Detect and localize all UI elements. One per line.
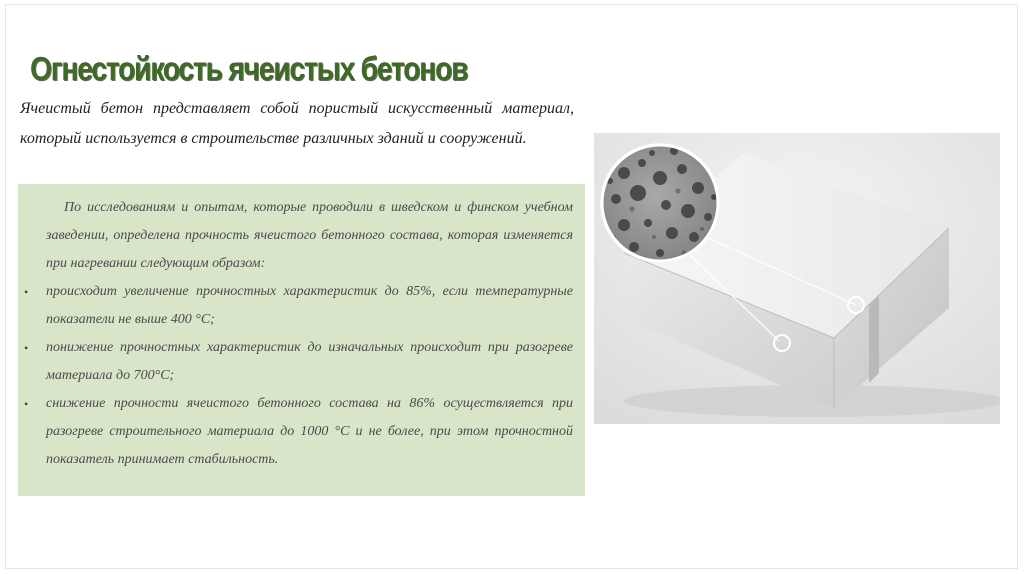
bullet-icon: • xyxy=(24,285,29,299)
bullet-item xyxy=(24,334,573,390)
intro-paragraph xyxy=(20,94,574,154)
research-box xyxy=(18,184,585,496)
slide-title: Огнестойкость ячеистых бетонов xyxy=(30,50,468,87)
bullet-item xyxy=(24,278,573,334)
research-text: По исследованиям и опытам, которые проводили в шведском и финском учебном заведении, определена прочность ячеистого бетонного состава, которая изменяется при нагревании следующим образом: xyxy=(46,200,573,271)
bullet-icon: • xyxy=(24,397,29,411)
bullet-text: происходит увеличение прочностных характеристик до 85%, если температурные показатели не выше 400 °С; xyxy=(46,284,573,327)
bullet-text: снижение прочности ячеистого бетонного состава на 86% осуществляется при разогреве строительного материала до 1000 °С и не более, при этом прочностной показатель принимает стабильность. xyxy=(46,396,573,467)
bullet-item xyxy=(24,390,573,474)
intro-text: Ячеистый бетон представляет собой пористый искусственный материал, который используется в строительстве различных зданий и сооружений. xyxy=(20,100,574,147)
concrete-block-image xyxy=(594,133,1000,424)
bullet-icon: • xyxy=(24,341,29,355)
bullet-text: понижение прочностных характеристик до изначальных происходит при разогреве материала до 700°С; xyxy=(46,340,573,383)
bullet-list xyxy=(24,278,573,474)
concrete-block-illustration xyxy=(594,133,1000,424)
